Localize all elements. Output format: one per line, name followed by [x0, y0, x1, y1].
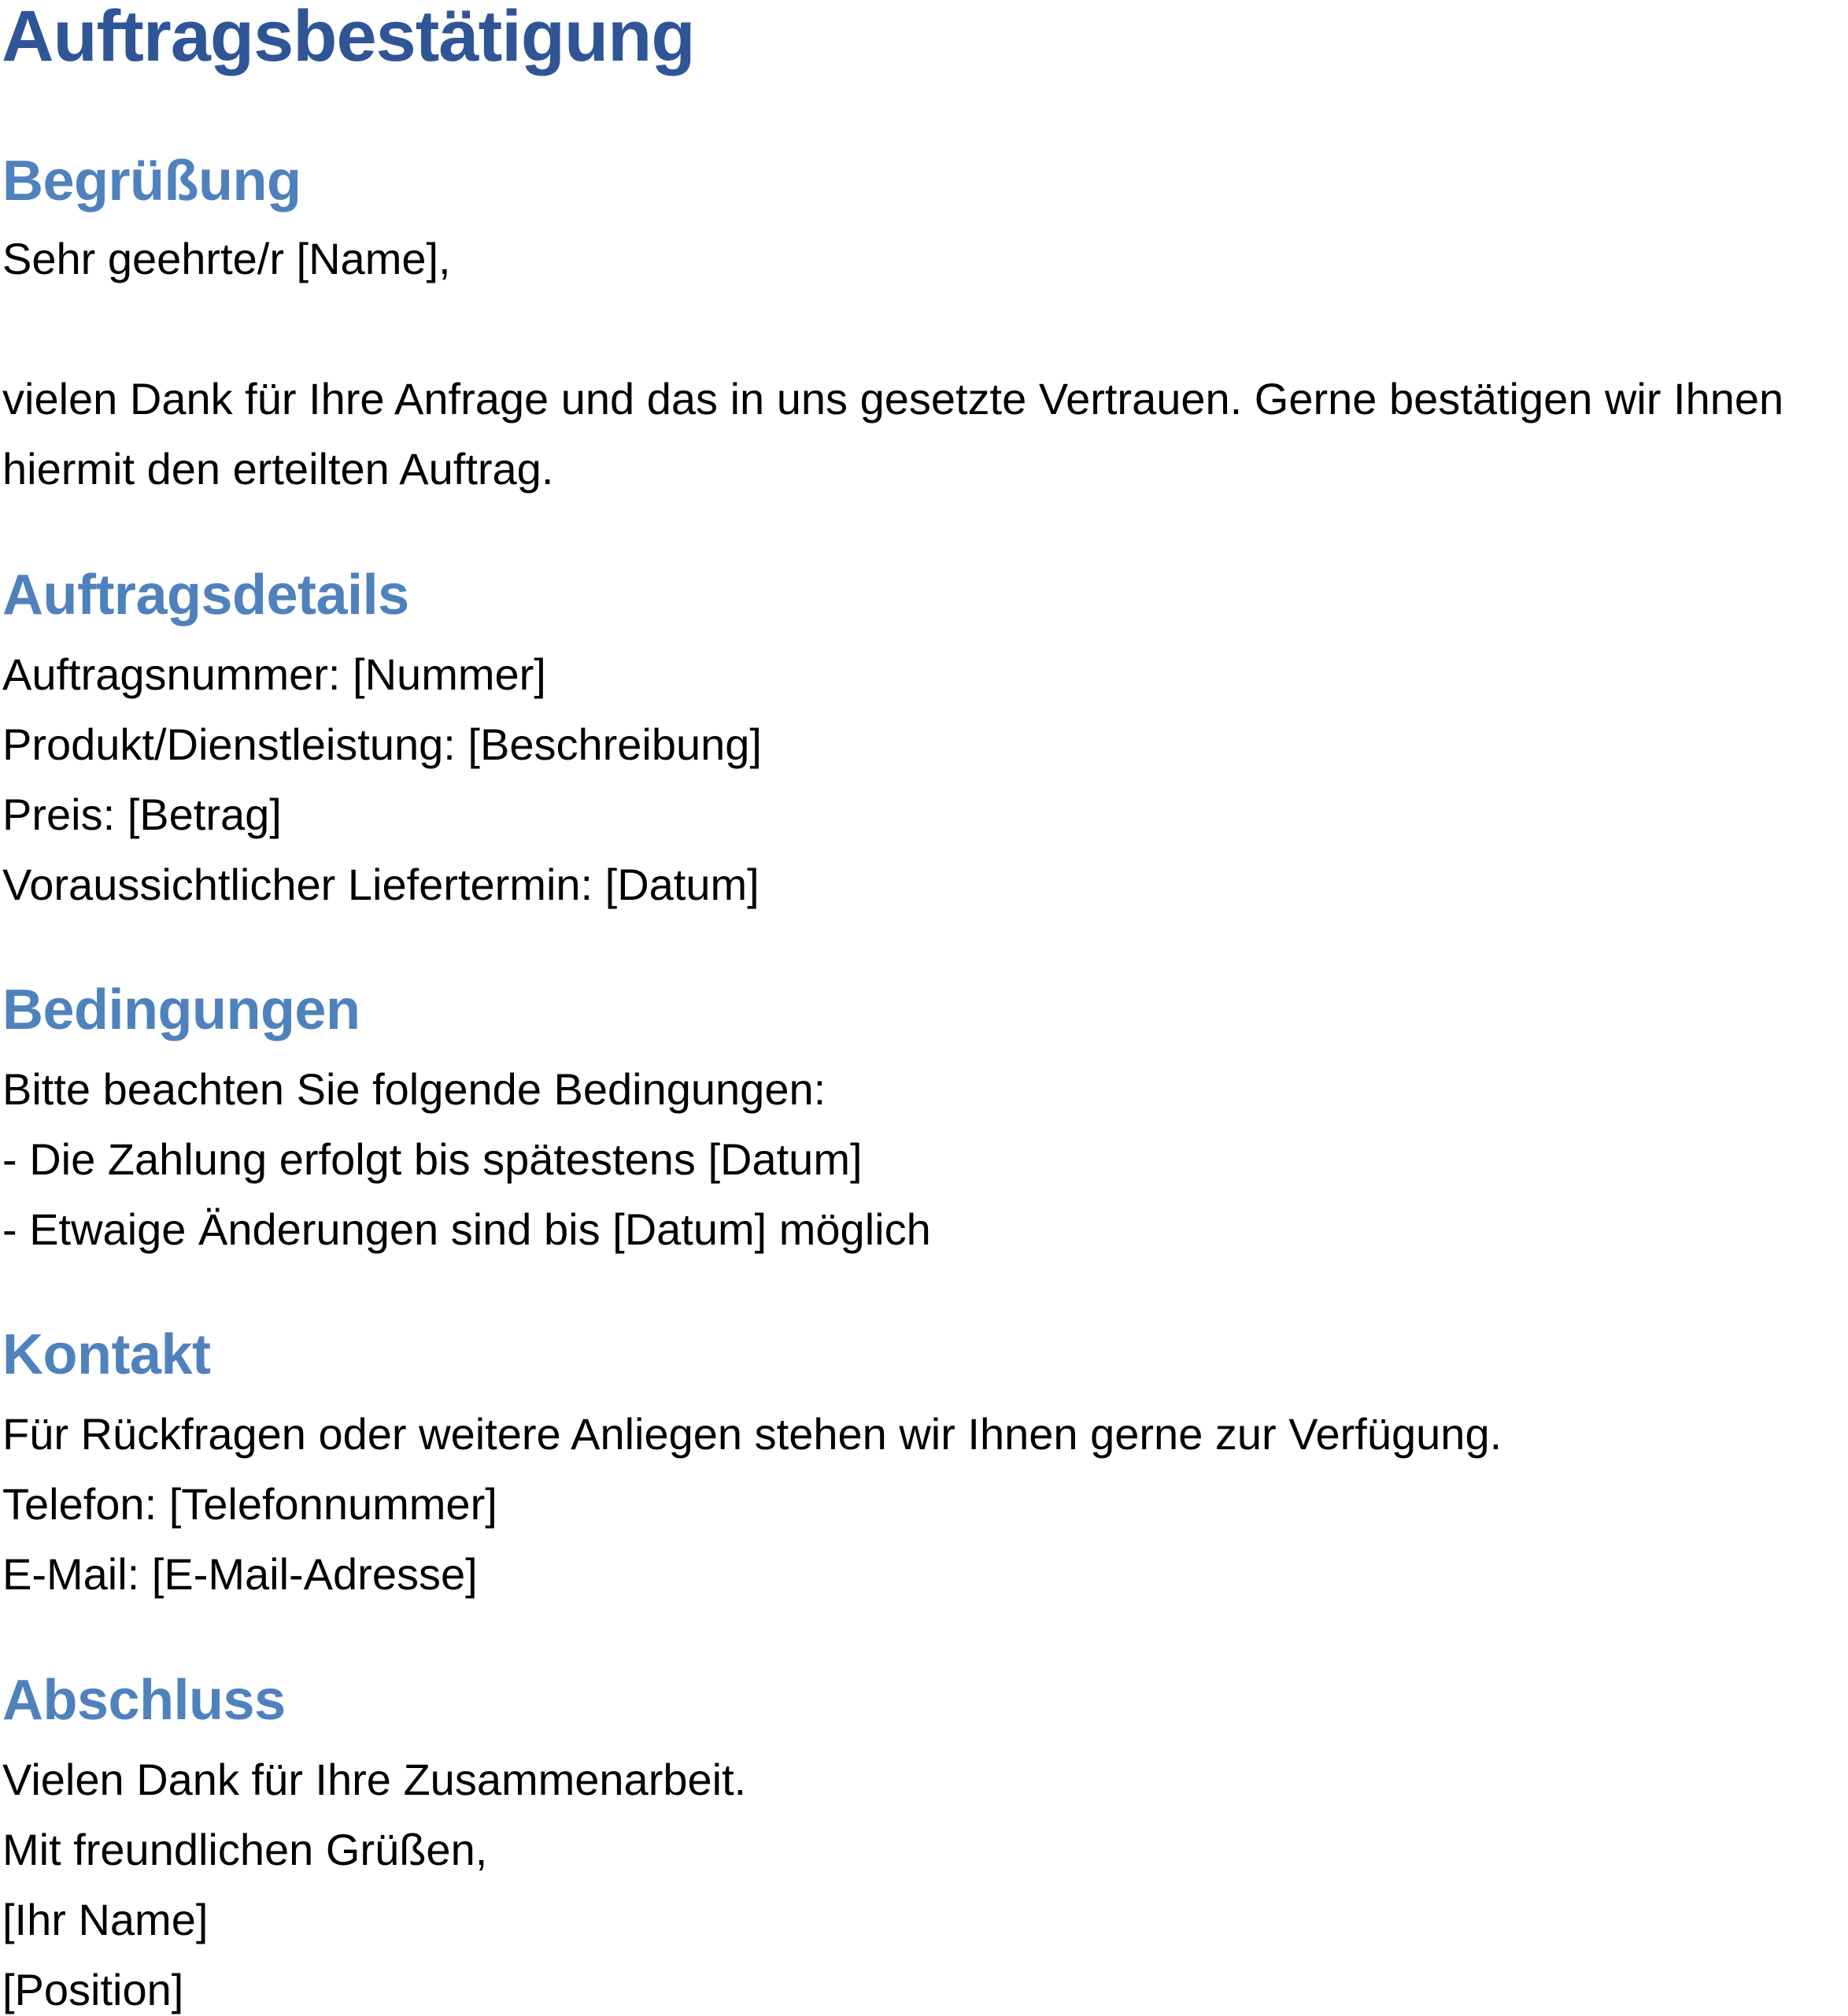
greeting-text-line-2: hiermit den erteilten Auftrag.	[2, 444, 554, 494]
section-heading-bedingungen: Bedingungen	[2, 978, 360, 1041]
document-title: Auftragsbestätigung	[2, 0, 695, 76]
conditions-item-payment: - Die Zahlung erfolgt bis spätestens [Datum]	[2, 1134, 863, 1184]
product-service-line: Produkt/Dienstleistung: [Beschreibung]	[2, 719, 762, 769]
conditions-intro-line: Bitte beachten Sie folgende Bedingungen:	[2, 1064, 826, 1114]
greeting-salutation: Sehr geehrte/r [Name],	[2, 234, 451, 283]
contact-phone-line: Telefon: [Telefonnummer]	[2, 1479, 497, 1529]
section-heading-kontakt: Kontakt	[2, 1323, 211, 1386]
closing-name-line: [Ihr Name]	[2, 1895, 209, 1944]
section-heading-begruessung: Begrüßung	[2, 150, 301, 213]
delivery-date-line: Voraussichtlicher Liefertermin: [Datum]	[2, 860, 760, 909]
price-line: Preis: [Betrag]	[2, 790, 282, 839]
contact-email-line: E-Mail: [E-Mail-Adresse]	[2, 1549, 478, 1599]
order-number-line: Auftragsnummer: [Nummer]	[2, 649, 546, 699]
greeting-text-line-1: vielen Dank für Ihre Anfrage und das in uns gesetzte Vertrauen. Gerne bestätigen wir Ihnen	[2, 374, 1784, 424]
section-heading-auftragsdetails: Auftragsdetails	[2, 564, 409, 627]
section-heading-abschluss: Abschluss	[2, 1669, 286, 1732]
closing-position-line: [Position]	[2, 1965, 184, 2014]
closing-regards-line: Mit freundlichen Grüßen,	[2, 1825, 488, 1874]
conditions-item-changes: - Etwaige Änderungen sind bis [Datum] möglich	[2, 1204, 931, 1254]
contact-intro-line: Für Rückfragen oder weitere Anliegen stehen wir Ihnen gerne zur Verfügung.	[2, 1409, 1502, 1459]
closing-thanks-line: Vielen Dank für Ihre Zusammenarbeit.	[2, 1755, 747, 1804]
